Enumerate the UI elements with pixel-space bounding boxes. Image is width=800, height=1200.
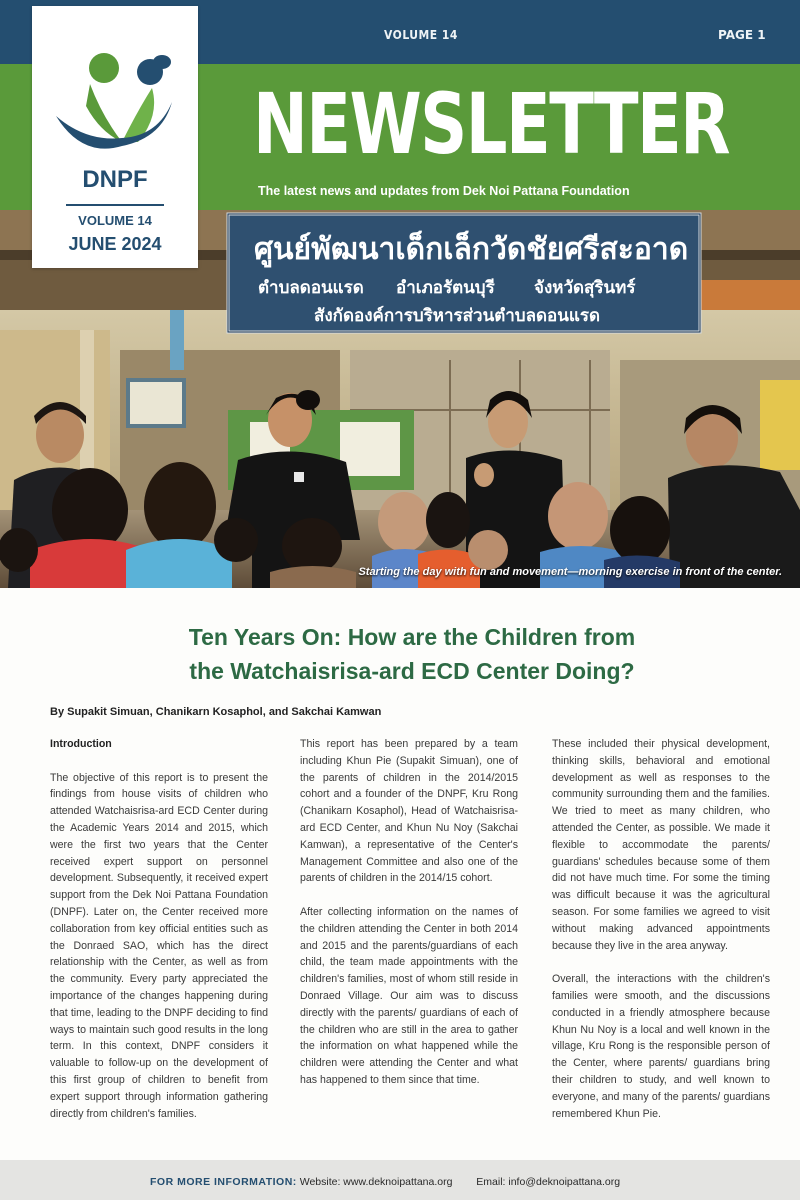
paragraph: This report has been prepared by a team including Khun Pie (Supakit Simuan), one of the parents of children in the 2014/2015 cohort and a founder of the DNPF, Kru Rong (Chanikarn Kosaphol), Head of Watchaisrisa-ard ECD Center, and Khun Nu Noy (Sakchai Kamwan), a representative of the Center's Management Committee and also one of the parents of children in the 2014/15 cohort. — [300, 738, 518, 885]
logo-divider — [66, 204, 164, 206]
newsletter-masthead: NEWSLETTER — [253, 75, 730, 173]
sign-line-1: ศูนย์พัฒนาเด็กเล็กวัดชัยศรีสะอาด — [254, 232, 689, 267]
footer-website-link[interactable]: Website: www.deknoipattana.org — [299, 1176, 453, 1188]
paragraph: Overall, the interactions with the children's families were smooth, and the discussions conducted in a friendly atmosphere because Khun Nu Noy is a local and well known in the village, Kru Rong is the responsible person of the Center, where parents/ guardians bring their children to study, and well known to everyone, and many of the parents/ guardians remembered Khun Pie. — [552, 973, 770, 1120]
article-title-line-2: the Watchaisrisa-ard ECD Center Doing? — [189, 658, 635, 684]
logo-date: JUNE 2024 — [68, 234, 162, 254]
logo-card — [32, 6, 198, 268]
paragraph: The objective of this report is to present the findings from house visits of children who attended Watchaisrisa-ard ECD Center during the Academic Years 2014 and 2015, which were the first two years that the Center received expert support on personnel development. Subsequently, it received expert support from the Dek Noi Pattana Foundation (DNPF). Later on, the Center received more collaboration from key official entities such as the Donraed SAO, which has the direct relationship with the Center, as well as from the community. Every party appreciated the importance of the changes happening during that time, leading to the DNPF deciding to find ways to maintain such good results in the long term. In this context, DNPF considers it valuable to follow-up on the development of this first group of children to benefit from expert support through information gathering directly from children's families. — [50, 771, 268, 1120]
footer — [0, 1160, 800, 1200]
article-column-2 — [300, 736, 518, 1106]
section-heading: Introduction — [50, 738, 112, 750]
sign-line-2a: ตำบลดอนแรด — [258, 278, 364, 298]
dnpf-logo-icon — [52, 46, 178, 156]
header-page-number: PAGE 1 — [718, 28, 766, 42]
footer-contact — [150, 1176, 620, 1188]
header-tagline: The latest news and updates from Dek Noi Pattana Foundation — [258, 184, 630, 198]
sign-line-2c: จังหวัดสุรินทร์ — [534, 278, 636, 298]
sign-line-2b: อำเภอรัตนบุรี — [396, 278, 495, 298]
article-column-1 — [50, 736, 268, 1139]
article-column-3 — [552, 736, 770, 1139]
article-title-line-1: Ten Years On: How are the Children from — [188, 624, 636, 650]
paragraph: After collecting information on the names of the children attending the Center in both 2014 and 2015 and the parents/guardians of each child, the team made appointments with the children's families, most of whom still reside in Donraed Village. Our aim was to discuss directly with the parents/ guardians of each of the children who are still in the area to gather the information on what happened while the children were attending the Center and what has happened to them since that time. — [300, 905, 518, 1086]
article-title — [0, 620, 800, 688]
paragraph: These included their physical development, thinking skills, behavioral and emotional development as well as responses to the community surrounding them and the families. We tried to meet as many children, who attended the Center, as possible. We made it flexible to accommodate the parents/ guardians' schedules because some of them did not have much time. For some the timing was difficult because it was the agricultural season. For some families we agreed to visit without making advanced appointments because they live in the area anyway. — [552, 738, 770, 952]
photo-caption: Starting the day with fun and movement—morning exercise in front of the center. — [358, 566, 782, 578]
footer-email-link[interactable]: Email: info@deknoipattana.org — [476, 1176, 621, 1188]
footer-label: FOR MORE INFORMATION: — [150, 1176, 297, 1188]
article-byline: By Supakit Simuan, Chanikarn Kosaphol, and Sakchai Kamwan — [50, 706, 382, 718]
logo-volume: VOLUME 14 — [78, 213, 152, 228]
logo-name: DNPF — [82, 166, 148, 193]
header-volume: VOLUME 14 — [384, 28, 458, 42]
sign-line-3: สังกัดองค์การบริหารส่วนตำบลดอนแรด — [314, 306, 601, 326]
